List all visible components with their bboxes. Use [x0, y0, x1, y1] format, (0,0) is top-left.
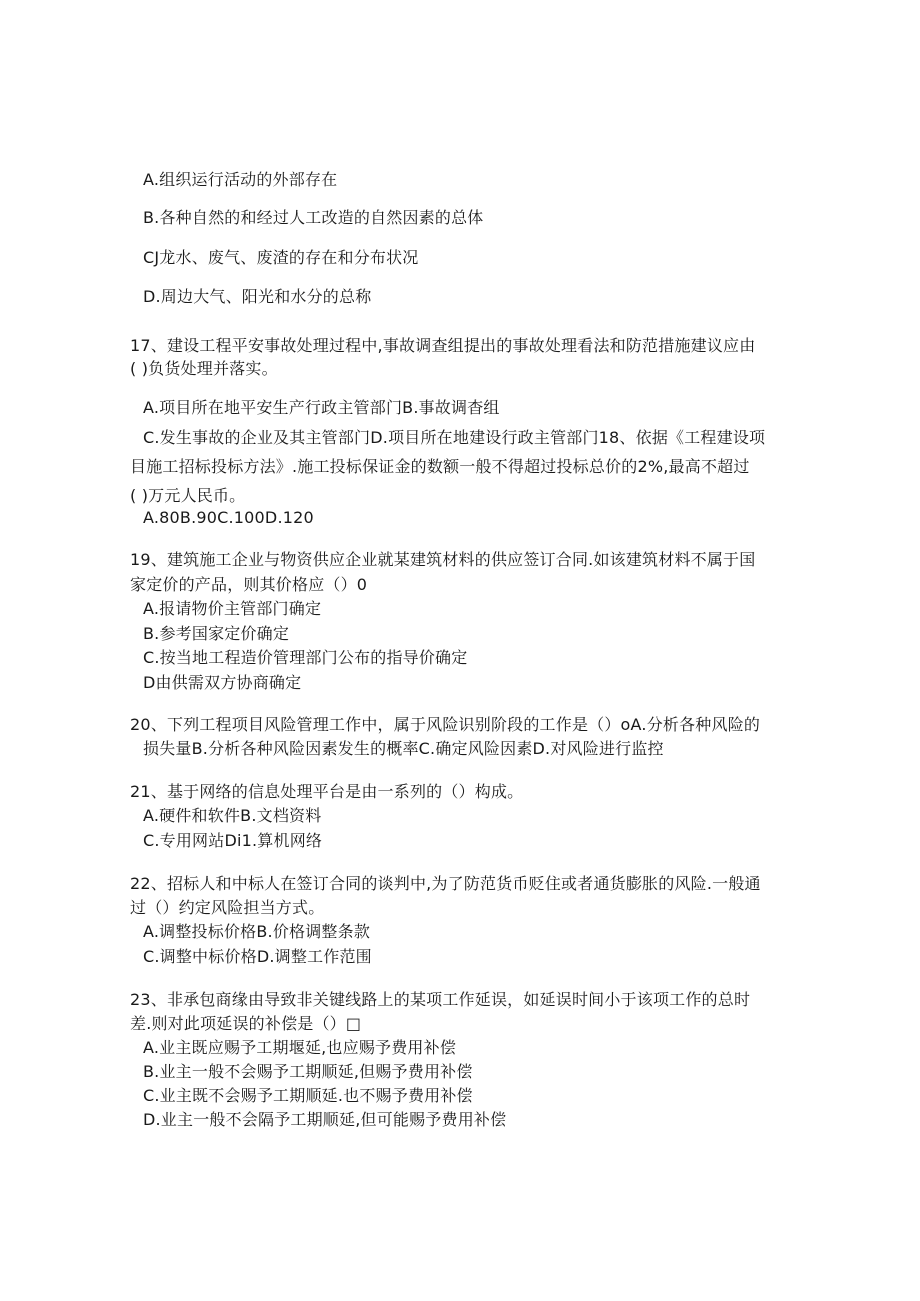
- question-19-option-d: D由供需双方协商确定: [143, 673, 302, 692]
- question-19-option-a: A.报请物价主管部门确定: [143, 599, 322, 618]
- question-22-line-2: 过（）约定风险担当方式。: [130, 898, 325, 917]
- question-23-line-1: 23、非承包商缘由导致非关键线路上的某项工作延误，如延误时间小于该项工作的总时: [130, 990, 751, 1009]
- question-18-line-3: ( )万元人民币。: [130, 486, 246, 505]
- question-23-option-d: D.业主一般不会隔予工期顺延,但可能赐予费用补偿: [143, 1110, 507, 1129]
- option-d: D.周边大气、阳光和水分的总称: [143, 287, 372, 306]
- question-21-option-ab: A.硬件和软件B.文档资料: [143, 806, 322, 825]
- question-19-option-c: C.按当地工程造价管理部门公布的指导价确定: [143, 648, 468, 667]
- question-23-line-2: 差.则对此项延误的补偿是（）□: [130, 1014, 362, 1033]
- question-23-option-a: A.业主既应赐予工期堰延,也应赐予费用补偿: [143, 1038, 457, 1057]
- question-17-option-ab: A.项目所在地平安生产行政主管部门B.事故调杳组: [143, 398, 500, 417]
- question-18-options: A.80B.90C.100D.120: [143, 508, 314, 527]
- option-b: B.各种自然的和经过人工改造的自然因素的总体: [143, 208, 484, 227]
- question-19-option-b: B.参考国家定价确定: [143, 624, 290, 643]
- question-17-line-1: 17、建设工程平安事故处理过程中,事故调查组提出的事故处理看法和防范措施建议应由: [130, 336, 756, 355]
- question-22-option-cd: C.调整中标价格D.调整工作范围: [143, 947, 372, 966]
- question-22-line-1: 22、招标人和中标人在签订合同的谈判中,为了防范货币贬住或者通货膨胀的风险.一般通: [130, 874, 761, 893]
- question-21-line-1: 21、基于网络的信息处理平台是由一系列的（）构成。: [130, 782, 524, 801]
- question-17-option-cd: C.发生事故的企业及其主管部门D.项目所在地建设行政主管部门18、依据《工程建设项: [143, 428, 766, 447]
- question-20-line-1: 20、下列工程项目风险管理工作中，属于风险识别阶段的工作是（）oA.分析各种风险的: [130, 715, 761, 734]
- option-a: A.组织运行活动的外部存在: [143, 170, 338, 189]
- option-c: CJ龙水、废气、废渣的存在和分布状况: [143, 248, 419, 267]
- question-22-option-ab: A.调整投标价格B.价格调整条款: [143, 922, 371, 941]
- question-21-option-cd: C.专用网站Di1.算机网络: [143, 831, 323, 850]
- question-17-line-2: ( )负货处理并落实。: [130, 359, 278, 378]
- question-19-line-1: 19、建筑施工企业与物资供应企业就某建筑材料的供应签订合同.如该建筑材料不属于国: [130, 550, 756, 569]
- question-19-line-2: 家定价的产品，则其价格应（）0: [130, 575, 368, 594]
- question-18-line-2: 目施工招标投标方法》.施工投标保证金的数额一般不得超过投标总价的2%,最高不超过: [130, 457, 750, 476]
- question-23-option-b: B.业主一般不会赐予工期顺延,但赐予费用补偿: [143, 1062, 473, 1081]
- question-20-line-2: 损失量B.分析各种风险因素发生的概率C.确定风险因素D.对风险进行监控: [143, 739, 664, 758]
- question-23-option-c: C.业主既不会赐予工期顺延.也不赐予费用补偿: [143, 1086, 473, 1105]
